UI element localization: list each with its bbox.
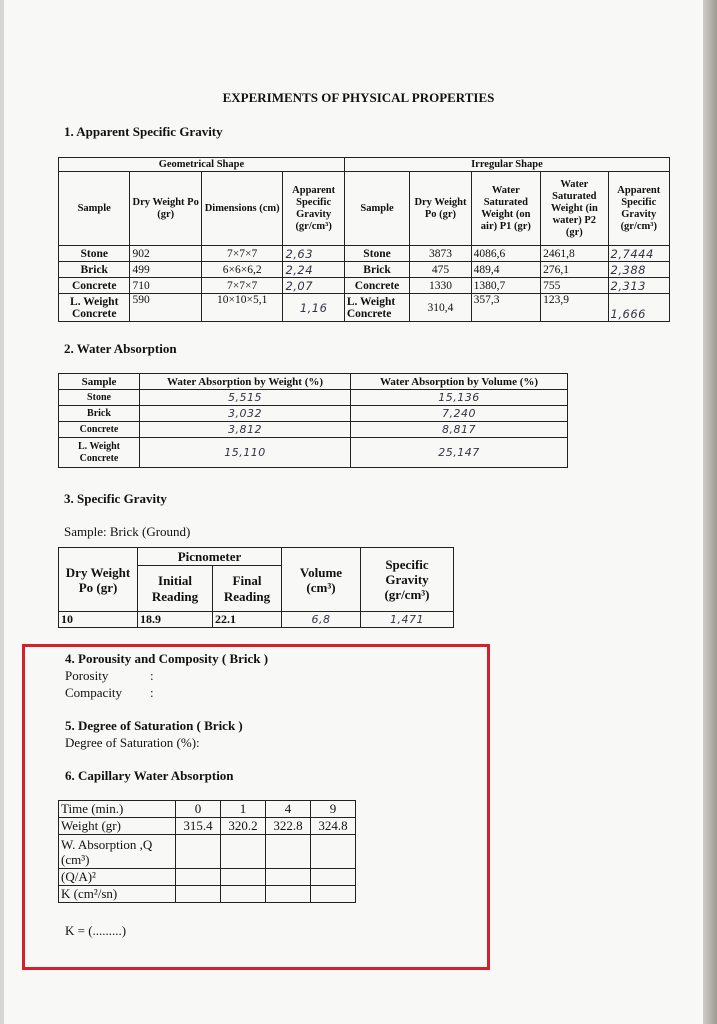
cell xyxy=(176,869,221,886)
cell: Stone xyxy=(344,246,409,262)
table-row xyxy=(59,278,670,294)
cell: L. Weight Concrete xyxy=(344,294,409,322)
table-row xyxy=(59,406,568,422)
cell: 22.1 xyxy=(213,612,282,628)
col-header: Water Absorption by Weight (%) xyxy=(140,374,351,390)
document-title: EXPERIMENTS OF PHYSICAL PROPERTIES xyxy=(222,90,495,105)
handwritten-cell: 2,24 xyxy=(283,262,344,278)
cell: 357,3 xyxy=(471,294,540,322)
col-header: Final Reading xyxy=(213,566,282,612)
cell: 2461,8 xyxy=(541,246,608,262)
water-absorption-table xyxy=(58,373,568,468)
col-header: Specific Gravity (gr/cm³) xyxy=(361,548,454,612)
row-label: W. Absorption ,Q (cm³) xyxy=(59,835,176,869)
cell: 10×10×5,1 xyxy=(201,294,283,322)
handwritten-cell: 1,666 xyxy=(608,294,669,322)
cell: Stone xyxy=(59,246,130,262)
col-header: Water Absorption by Volume (%) xyxy=(351,374,568,390)
cell: 322.8 xyxy=(266,818,311,835)
cell: 18.9 xyxy=(138,612,213,628)
cell: 9 xyxy=(311,801,356,818)
handwritten-cell: 2,07 xyxy=(283,278,344,294)
table-row xyxy=(59,294,670,322)
table-row xyxy=(59,801,356,818)
handwritten-cell: 7,240 xyxy=(351,406,568,422)
col-header: Dry Weight Po (gr) xyxy=(410,172,471,246)
porosity-label: Porosity xyxy=(65,668,109,683)
cell: 4086,6 xyxy=(471,246,540,262)
apparent-specific-gravity-table xyxy=(58,157,670,322)
handwritten-cell: 2,388 xyxy=(608,262,669,278)
cell: 276,1 xyxy=(541,262,608,278)
cell: 7×7×7 xyxy=(201,278,283,294)
table-row xyxy=(59,612,454,628)
row-label: K (cm²/sn) xyxy=(59,886,176,903)
cell xyxy=(311,835,356,869)
section-5-heading: 5. Degree of Saturation ( Brick ) xyxy=(65,718,243,733)
handwritten-cell: 2,63 xyxy=(283,246,344,262)
col-header: Apparent Specific Gravity (gr/cm³) xyxy=(608,172,669,246)
table-row xyxy=(59,390,568,406)
compacity-label: Compacity xyxy=(65,685,123,700)
cell: 324.8 xyxy=(311,818,356,835)
row-label: (Q/A)² xyxy=(59,869,176,886)
cell: 0 xyxy=(176,801,221,818)
cell: 10 xyxy=(59,612,138,628)
cell xyxy=(266,869,311,886)
cell: L. Weight Concrete xyxy=(59,438,140,468)
col-header: Sample xyxy=(59,172,130,246)
cell: 1 xyxy=(221,801,266,818)
table-row xyxy=(59,262,670,278)
table-row xyxy=(59,422,568,438)
cell: 3873 xyxy=(410,246,471,262)
cell: L. Weight Concrete xyxy=(59,294,130,322)
section-2-heading: 2. Water Absorption xyxy=(64,341,177,356)
col-header: Dry Weight Po (gr) xyxy=(130,172,201,246)
cell: Concrete xyxy=(59,422,140,438)
k-formula-label: K = (.........) xyxy=(65,923,127,938)
porosity-colon: : xyxy=(150,668,154,683)
cell: 1380,7 xyxy=(471,278,540,294)
cell: 4 xyxy=(266,801,311,818)
cell: 315.4 xyxy=(176,818,221,835)
handwritten-cell: 2,313 xyxy=(608,278,669,294)
cell: Concrete xyxy=(344,278,409,294)
degree-of-saturation-label: Degree of Saturation (%): xyxy=(65,735,200,750)
cell: 320.2 xyxy=(221,818,266,835)
row-label: Time (min.) xyxy=(59,801,176,818)
table-row xyxy=(59,835,356,869)
col-header: Apparent Specific Gravity (gr/cm³) xyxy=(283,172,344,246)
handwritten-cell: 15,136 xyxy=(351,390,568,406)
col-header: Initial Reading xyxy=(138,566,213,612)
section-3-heading: 3. Specific Gravity xyxy=(64,491,167,506)
handwritten-cell: 1,471 xyxy=(361,612,454,628)
specific-gravity-table xyxy=(58,547,454,628)
handwritten-cell: 5,515 xyxy=(140,390,351,406)
col-header: Dry Weight Po (gr) xyxy=(59,548,138,612)
handwritten-cell: 6,8 xyxy=(282,612,361,628)
cell: Brick xyxy=(344,262,409,278)
handwritten-cell: 15,110 xyxy=(140,438,351,468)
table-row xyxy=(59,246,670,262)
handwritten-cell: 25,147 xyxy=(351,438,568,468)
col-header: Dimensions (cm) xyxy=(201,172,283,246)
cell xyxy=(311,869,356,886)
cell xyxy=(221,886,266,903)
cell: 755 xyxy=(541,278,608,294)
cell xyxy=(176,835,221,869)
col-header: Sample xyxy=(59,374,140,390)
cell: Brick xyxy=(59,406,140,422)
section-4-heading: 4. Porousity and Composity ( Brick ) xyxy=(65,651,269,666)
cell: 310,4 xyxy=(410,294,471,322)
cell: 123,9 xyxy=(541,294,608,322)
cell: 7×7×7 xyxy=(201,246,283,262)
capillary-water-absorption-table xyxy=(58,800,356,903)
cell: 710 xyxy=(130,278,201,294)
cell: 489,4 xyxy=(471,262,540,278)
cell xyxy=(221,869,266,886)
col-header: Water Saturated Weight (on air) P1 (gr) xyxy=(471,172,540,246)
geometrical-shape-header: Geometrical Shape xyxy=(59,158,345,172)
cell: 499 xyxy=(130,262,201,278)
cell xyxy=(221,835,266,869)
compacity-colon: : xyxy=(150,685,154,700)
section-1-heading: 1. Apparent Specific Gravity xyxy=(64,124,223,139)
handwritten-cell: 3,812 xyxy=(140,422,351,438)
handwritten-cell: 8,817 xyxy=(351,422,568,438)
table-row xyxy=(59,886,356,903)
cell xyxy=(176,886,221,903)
cell xyxy=(311,886,356,903)
picnometer-header: Picnometer xyxy=(138,548,282,566)
col-header: Water Saturated Weight (in water) P2 (gr) xyxy=(541,172,608,246)
col-header: Sample xyxy=(344,172,409,246)
table-row xyxy=(59,869,356,886)
handwritten-cell: 1,16 xyxy=(283,294,344,322)
irregular-shape-header: Irregular Shape xyxy=(344,158,669,172)
col-header: Volume (cm³) xyxy=(282,548,361,612)
handwritten-cell: 3,032 xyxy=(140,406,351,422)
cell: Brick xyxy=(59,262,130,278)
cell: 1330 xyxy=(410,278,471,294)
cell: 902 xyxy=(130,246,201,262)
table-row xyxy=(59,438,568,468)
page-edge-shadow xyxy=(703,0,717,1024)
handwritten-cell: 2,7444 xyxy=(608,246,669,262)
cell xyxy=(266,835,311,869)
cell: Concrete xyxy=(59,278,130,294)
cell: 6×6×6,2 xyxy=(201,262,283,278)
section-6-heading: 6. Capillary Water Absorption xyxy=(65,768,234,783)
cell: Stone xyxy=(59,390,140,406)
table-row xyxy=(59,818,356,835)
cell: 475 xyxy=(410,262,471,278)
row-label: Weight (gr) xyxy=(59,818,176,835)
cell xyxy=(266,886,311,903)
cell: 590 xyxy=(130,294,201,322)
specific-gravity-sample-label: Sample: Brick (Ground) xyxy=(64,524,191,539)
